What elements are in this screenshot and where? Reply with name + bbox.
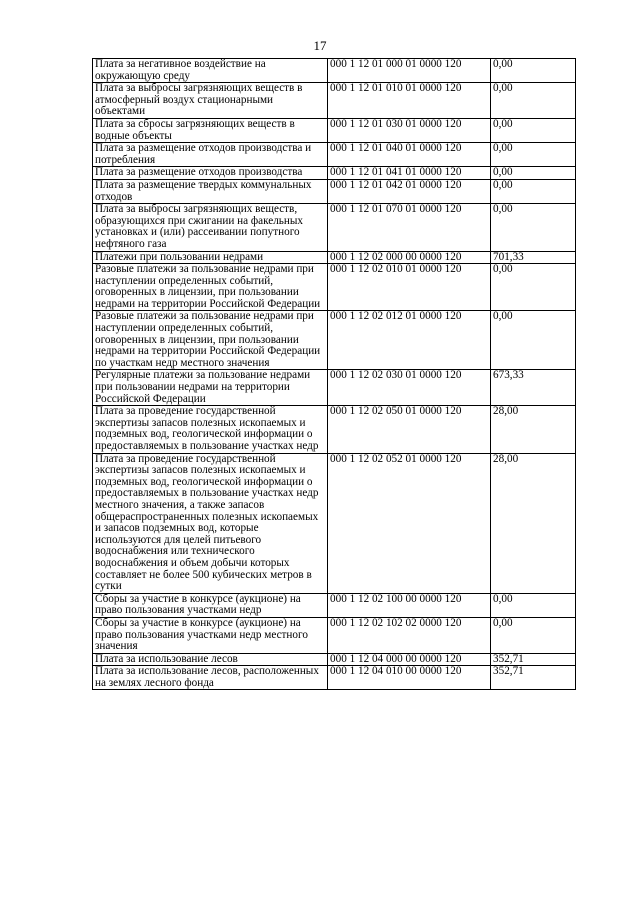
- budget-code-cell: 000 1 12 02 012 01 0000 120: [328, 311, 491, 370]
- revenue-name-cell: Плата за проведение государственной экспертизы запасов полезных ископаемых и подземных вод, геологической информации о предоставляемых в пользование участках недр: [93, 406, 328, 453]
- budget-code-cell: 000 1 12 01 070 01 0000 120: [328, 204, 491, 251]
- budget-code-cell: 000 1 12 01 010 01 0000 120: [328, 83, 491, 119]
- revenue-name-cell: Плата за размещение отходов производства и потребления: [93, 143, 328, 167]
- table-row: [93, 370, 576, 406]
- amount-cell: 0,00: [491, 311, 576, 370]
- budget-code-cell: 000 1 12 04 000 00 0000 120: [328, 653, 491, 666]
- revenue-name-cell: Плата за выбросы загрязняющих веществ в атмосферный воздух стационарными объектами: [93, 83, 328, 119]
- budget-code-cell: 000 1 12 02 052 01 0000 120: [328, 453, 491, 593]
- revenue-name-cell: Разовые платежи за пользование недрами при наступлении определенных событий, оговоренных в лицензии, при пользовании недрами на территории Российской Федерации по участкам недр местного значения: [93, 311, 328, 370]
- budget-code-cell: 000 1 12 04 010 00 0000 120: [328, 666, 491, 690]
- budget-code-cell: 000 1 12 02 102 02 0000 120: [328, 617, 491, 653]
- amount-cell: 28,00: [491, 453, 576, 593]
- budget-code-cell: 000 1 12 01 042 01 0000 120: [328, 179, 491, 203]
- table-row: [93, 264, 576, 311]
- table-row: [93, 453, 576, 593]
- amount-cell: 0,00: [491, 179, 576, 203]
- budget-code-cell: 000 1 12 01 040 01 0000 120: [328, 143, 491, 167]
- budget-code-cell: 000 1 12 01 030 01 0000 120: [328, 118, 491, 142]
- budget-code-cell: 000 1 12 02 000 00 0000 120: [328, 251, 491, 264]
- table-row: [93, 179, 576, 203]
- page-number: 17: [313, 38, 327, 53]
- table-row: [93, 83, 576, 119]
- amount-cell: 0,00: [491, 167, 576, 180]
- amount-cell: 0,00: [491, 264, 576, 311]
- table-row: [93, 59, 576, 83]
- revenue-name-cell: Плата за проведение государственной экспертизы запасов полезных ископаемых и подземных вод, геологической информации о предоставляемых в пользование участках недр местного значения, а также запасов общераспространенных полезных ископаемых и запасов подземных вод, которые используются для целей питьевого водоснабжения или технического водоснабжения и объем добычи которых составляет не более 500 кубических метров в сутки: [93, 453, 328, 593]
- table-row: [93, 251, 576, 264]
- budget-code-cell: 000 1 12 02 100 00 0000 120: [328, 593, 491, 617]
- amount-cell: 0,00: [491, 143, 576, 167]
- table-row: [93, 406, 576, 453]
- table-row: [93, 617, 576, 653]
- table-row: [93, 653, 576, 666]
- budget-code-cell: 000 1 12 02 050 01 0000 120: [328, 406, 491, 453]
- revenue-name-cell: Плата за негативное воздействие на окружающую среду: [93, 59, 328, 83]
- table-row: [93, 204, 576, 251]
- revenue-name-cell: Регулярные платежи за пользование недрами при пользовании недрами на территории Российской Федерации: [93, 370, 328, 406]
- revenue-name-cell: Платежи при пользовании недрами: [93, 251, 328, 264]
- amount-cell: 673,33: [491, 370, 576, 406]
- amount-cell: 352,71: [491, 666, 576, 690]
- amount-cell: 701,33: [491, 251, 576, 264]
- table-row: [93, 311, 576, 370]
- revenue-name-cell: Плата за сбросы загрязняющих веществ в водные объекты: [93, 118, 328, 142]
- revenue-name-cell: Сборы за участие в конкурсе (аукционе) на право пользования участками недр: [93, 593, 328, 617]
- budget-code-cell: 000 1 12 02 010 01 0000 120: [328, 264, 491, 311]
- revenue-name-cell: Плата за размещение твердых коммунальных отходов: [93, 179, 328, 203]
- amount-cell: 0,00: [491, 83, 576, 119]
- amount-cell: 0,00: [491, 617, 576, 653]
- table-row: [93, 143, 576, 167]
- amount-cell: 0,00: [491, 118, 576, 142]
- budget-table: [92, 58, 576, 690]
- amount-cell: 0,00: [491, 59, 576, 83]
- amount-cell: 352,71: [491, 653, 576, 666]
- amount-cell: 0,00: [491, 593, 576, 617]
- amount-cell: 28,00: [491, 406, 576, 453]
- revenue-name-cell: Сборы за участие в конкурсе (аукционе) на право пользования участками недр местного значения: [93, 617, 328, 653]
- budget-code-cell: 000 1 12 01 000 01 0000 120: [328, 59, 491, 83]
- budget-code-cell: 000 1 12 01 041 01 0000 120: [328, 167, 491, 180]
- table-row: [93, 118, 576, 142]
- revenue-name-cell: Плата за использование лесов: [93, 653, 328, 666]
- budget-table-body: [93, 59, 576, 690]
- budget-code-cell: 000 1 12 02 030 01 0000 120: [328, 370, 491, 406]
- table-row: [93, 167, 576, 180]
- revenue-name-cell: Плата за выбросы загрязняющих веществ, образующихся при сжигании на факельных установках и (или) рассеивании попутного нефтяного газа: [93, 204, 328, 251]
- revenue-name-cell: Плата за использование лесов, расположенных на землях лесного фонда: [93, 666, 328, 690]
- table-row: [93, 593, 576, 617]
- table-row: [93, 666, 576, 690]
- revenue-name-cell: Разовые платежи за пользование недрами при наступлении определенных событий, оговоренных в лицензии, при пользовании недрами на территории Российской Федерации: [93, 264, 328, 311]
- revenue-name-cell: Плата за размещение отходов производства: [93, 167, 328, 180]
- amount-cell: 0,00: [491, 204, 576, 251]
